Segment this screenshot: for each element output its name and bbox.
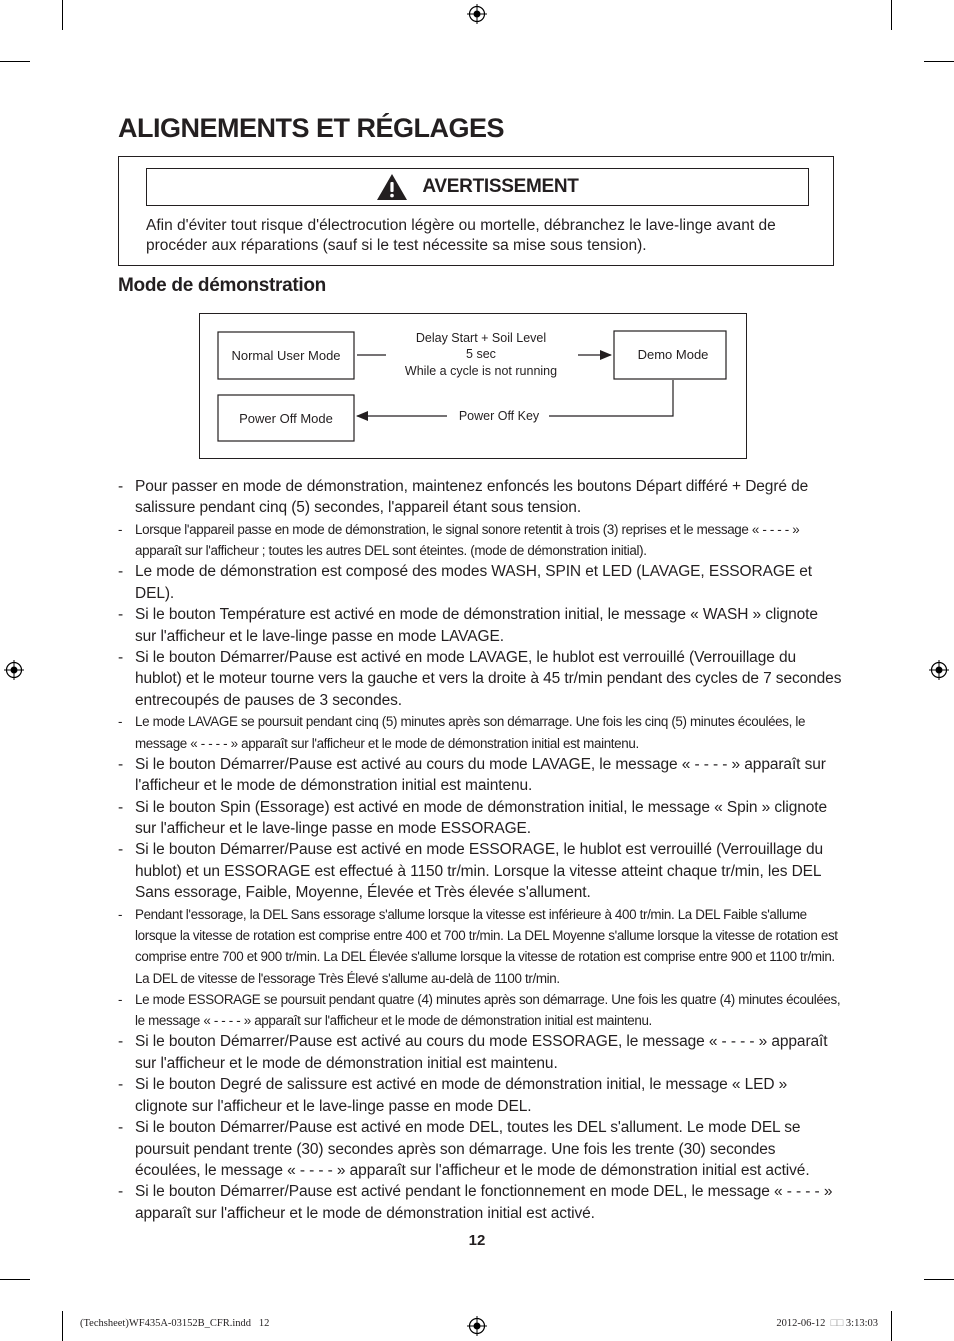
- list-item: - Si le bouton Démarrer/Pause est activé pendant le fonctionnement en mode DEL, le message « - - - - » apparaît sur l'afficheur et le mode de démonstration initial est activé.: [118, 1181, 842, 1224]
- list-item: - Pour passer en mode de démonstration, maintenez enfoncés les boutons Départ différé + Degré de salissure pendant cinq (5) secondes, l'appareil étant sous tension.: [118, 476, 842, 519]
- power-off-key-label: Power Off Key: [458, 409, 540, 423]
- warning-box: [118, 156, 834, 266]
- crop-mark: [924, 61, 954, 62]
- registration-mark-icon: [467, 1316, 487, 1336]
- list-item: - Si le bouton Spin (Essorage) est activé en mode de démonstration initial, le message « Spin » clignote sur l'afficheur et le lave-linge passe en mode ESSORAGE.: [118, 797, 842, 840]
- page-title: ALIGNEMENTS ET RÉGLAGES: [118, 113, 505, 143]
- footer-timestamp: [776, 1318, 878, 1329]
- crop-mark: [0, 61, 30, 62]
- crop-mark: [62, 1311, 63, 1341]
- footer-time-glyphs: □□: [830, 1318, 844, 1329]
- list-item: - Si le bouton Démarrer/Pause est activé en mode ESSORAGE, le hublot est verrouillé (Verrouillage du hublot) et un ESSORAGE est effectué à 1150 tr/min. Lorsque la vitesse atteint chaque tr/min, les DEL Sans essorage, Faible, Moyenne, Élevée et Très élevée s'allument.: [118, 839, 842, 903]
- demo-mode-label: Demo Mode: [637, 347, 709, 362]
- demo-return-connector: [549, 380, 673, 416]
- crop-mark: [62, 0, 63, 30]
- transition-condition-line2: 5 sec: [466, 347, 496, 361]
- crop-mark: [891, 1311, 892, 1341]
- footer-time: 3:13:03: [845, 1318, 878, 1329]
- page-number: 12: [468, 1232, 486, 1249]
- registration-mark-icon: [4, 660, 24, 680]
- list-item: - Si le bouton Démarrer/Pause est activé au cours du mode LAVAGE, le message « - - - - » apparaît sur l'afficheur et le mode de démonstration initial est maintenu.: [118, 754, 842, 797]
- warning-text: Afin d'éviter tout risque d'électrocution légère ou mortelle, débranchez le lave-linge avant de procéder aux réparations (sauf si le test nécessite sa mise sous tension).: [146, 217, 776, 254]
- warning-heading: AVERTISSEMENT: [422, 176, 579, 197]
- crop-mark: [891, 0, 892, 30]
- transition-condition-line1: Delay Start + Soil Level: [415, 331, 547, 345]
- list-item: - Si le bouton Démarrer/Pause est activé en mode LAVAGE, le hublot est verrouillé (Verrouillage du hublot) et le moteur tourne vers la gauche et vers la droite à 45 tr/min pendant des cycles de 7 secondes entrecoupés de pauses de 3 secondes.: [118, 647, 842, 711]
- crop-mark: [0, 1279, 30, 1280]
- demo-mode-diagram: [199, 313, 747, 459]
- list-item: - Pendant l'essorage, la DEL Sans essorage s'allume lorsque la vitesse est inférieure à 400 tr/min. La DEL Faible s'allume lorsque la vitesse de rotation est comprise entre 400 et 700 tr/min. La DEL Moyenne s'allume lorsque la vitesse de rotation est comprise entre 700 et 900 tr/min. La DEL Élevée s'allume lorsque la vitesse de rotation est comprise entre 900 et 1100 tr/min. La DEL de vitesse de l'essorage Très Élevé s'allume au-delà de 1100 tr/min.: [118, 904, 842, 989]
- registration-mark-icon: [467, 4, 487, 24]
- list-item: - Si le bouton Degré de salissure est activé en mode de démonstration initial, le message « LED » clignote sur l'afficheur et le lave-linge passe en mode DEL.: [118, 1074, 842, 1117]
- instruction-list: [118, 476, 842, 1224]
- list-item: - Si le bouton Démarrer/Pause est activé en mode DEL, toutes les DEL s'allument. Le mode DEL se poursuit pendant trente (30) secondes après son démarrage. Une fois les trente (30) secondes écoulées, le message « - - - - » apparaît sur l'afficheur et le mode de démonstration initial est activé.: [118, 1117, 842, 1181]
- footer-file-name: (Techsheet)WF435A-03152B_CFR.indd 12: [80, 1318, 270, 1329]
- list-item: - Le mode ESSORAGE se poursuit pendant quatre (4) minutes après son démarrage. Une fois les quatre (4) minutes écoulées, le message « - - - - » apparaît sur l'afficheur et le mode de démonstration initial est maintenu.: [118, 989, 842, 1032]
- list-item: - Le mode de démonstration est composé des modes WASH, SPIN et LED (LAVAGE, ESSORAGE et DEL).: [118, 561, 842, 604]
- transition-condition-line3: While a cycle is not running: [404, 364, 558, 378]
- crop-mark: [924, 1279, 954, 1280]
- normal-mode-label: Normal User Mode: [231, 348, 341, 363]
- list-item: - Si le bouton Température est activé en mode de démonstration initial, le message « WASH » clignote sur l'afficheur et le lave-linge passe en mode LAVAGE.: [118, 604, 842, 647]
- registration-mark-icon: [929, 660, 949, 680]
- warning-header: [146, 168, 809, 206]
- list-item: - Le mode LAVAGE se poursuit pendant cinq (5) minutes après son démarrage. Une fois les cinq (5) minutes écoulées, le message « - - - - » apparaît sur l'afficheur et le mode de démonstration initial est maintenu.: [118, 711, 842, 754]
- section-title: Mode de démonstration: [118, 275, 326, 296]
- power-off-mode-label: Power Off Mode: [239, 411, 333, 426]
- footer-date: 2012-06-12: [776, 1318, 826, 1329]
- list-item: - Si le bouton Démarrer/Pause est activé au cours du mode ESSORAGE, le message « - - - - » apparaît sur l'afficheur et le mode de démonstration initial est maintenu.: [118, 1031, 842, 1074]
- warning-triangle-icon: [376, 173, 408, 201]
- list-item: - Lorsque l'appareil passe en mode de démonstration, le signal sonore retentit à trois (3) reprises et le message « - - - - » apparaît sur l'afficheur ; toutes les autres DEL sont éteintes. (mode de démonstration initial).: [118, 519, 842, 562]
